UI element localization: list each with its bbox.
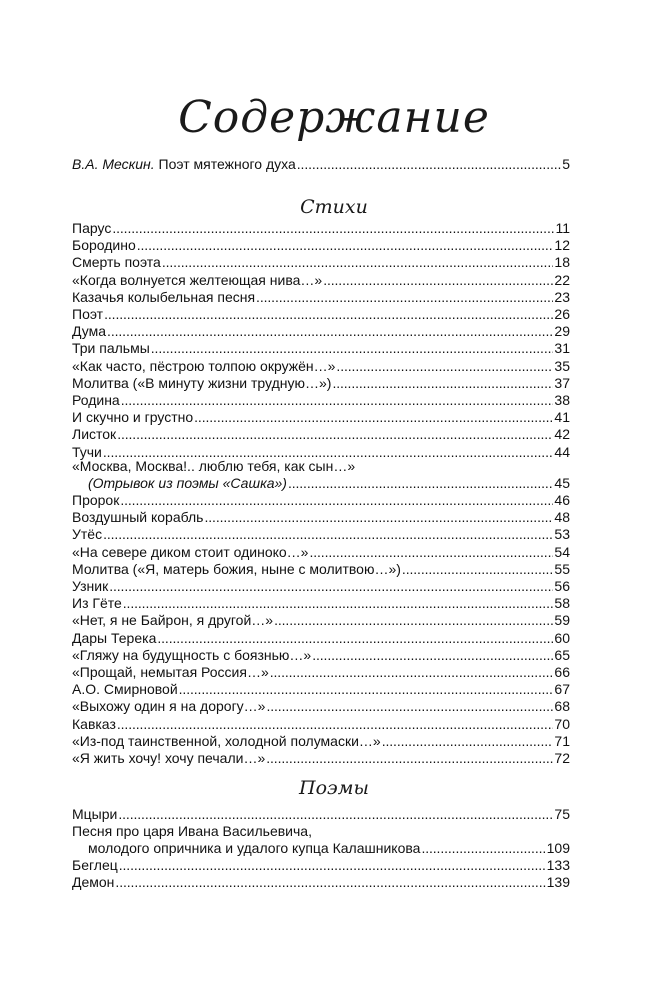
entry-page: 133: [546, 857, 570, 873]
entry-title: Демон: [72, 874, 115, 890]
entry-title: Молитва («В минуту жизни трудную…»): [72, 374, 332, 391]
entry-page: 12: [554, 237, 570, 254]
entry-title: Бородино: [72, 237, 136, 254]
entry-title: А.О. Смирновой: [72, 681, 178, 698]
entry-title: «Когда волнуется желтеющая нива…»: [72, 271, 323, 288]
toc-entry-moskva-line1[interactable]: «Москва, Москва!.. люблю тебя, как сын…»: [72, 458, 356, 474]
entry-page: 65: [554, 646, 570, 663]
entry-title: Молитва («Я, матерь божия, ныне с молитвою…»): [72, 560, 401, 577]
entry-title: Мцыри: [72, 806, 118, 822]
toc-entry[interactable]: [72, 509, 570, 526]
entry-page: 68: [554, 698, 570, 715]
toc-entry[interactable]: [72, 612, 570, 629]
toc-entry[interactable]: [72, 375, 570, 392]
entry-page: 53: [554, 526, 570, 543]
entry-title: Пророк: [72, 492, 120, 508]
entry-title: «Как часто, пёстрою толпою окружён…»: [72, 357, 336, 374]
toc-entry[interactable]: [72, 392, 570, 409]
dot-leader: [266, 750, 553, 767]
entry-title: Узник: [72, 578, 109, 594]
toc-entry[interactable]: [72, 630, 570, 647]
dot-leader: [288, 475, 553, 492]
toc-entry[interactable]: [72, 306, 570, 323]
dot-leader: [112, 220, 554, 237]
entry-page: 109: [546, 840, 570, 856]
entry-title: Воздушный корабль: [72, 509, 204, 526]
entry-title: Казачья колыбельная песня: [72, 288, 256, 305]
toc-entry[interactable]: [72, 578, 570, 595]
dot-leader: [336, 358, 553, 375]
dot-leader: [402, 561, 554, 578]
entry-page: 139: [546, 874, 570, 890]
entry-title: «Я жить хочу! хочу печали…»: [72, 750, 266, 766]
entry-title: «Прощай, немытая Россия…»: [72, 664, 269, 680]
entry-title: Кавказ: [72, 715, 116, 732]
toc-entry[interactable]: [72, 698, 570, 715]
dot-leader: [194, 409, 553, 426]
entry-page: 26: [554, 306, 570, 322]
entry-title: «Выхожу один я на дорогу…»: [72, 698, 266, 715]
intro-text: Поэт мятежного духа: [154, 156, 296, 172]
dot-leader: [309, 544, 553, 561]
entry-title: «Нет, я не Байрон, я другой…»: [72, 612, 274, 629]
entry-page: 44: [554, 443, 570, 460]
moskva-subtitle: (Отрывок из поэмы «Сашка»): [88, 475, 287, 491]
entry-title: Три пальмы: [72, 340, 150, 357]
toc-entry[interactable]: [72, 340, 570, 357]
dot-leader: [117, 426, 553, 443]
entry-page: 45: [554, 475, 570, 491]
entry-page: 42: [554, 426, 570, 443]
dot-leader: [107, 323, 553, 340]
dot-leader: [115, 874, 545, 891]
entry-page: 54: [554, 543, 570, 560]
entry-title: «Из-под таинственной, холодной полумаски…»: [72, 732, 381, 749]
dot-leader: [421, 840, 545, 857]
entry-page: 55: [554, 560, 570, 577]
dot-leader: [382, 733, 554, 750]
dot-leader: [204, 509, 553, 526]
entry-page: 46: [554, 492, 570, 508]
toc-entry[interactable]: [72, 681, 570, 698]
dot-leader: [323, 272, 553, 289]
toc-entry-pesnya[interactable]: [88, 840, 570, 857]
page-title: Содержание: [178, 92, 490, 143]
entry-page: 56: [554, 578, 570, 594]
dot-leader: [123, 595, 554, 612]
entry-page: 5: [562, 156, 570, 172]
toc-entry[interactable]: [72, 358, 570, 375]
entry-page: 11: [555, 220, 570, 236]
dot-leader: [179, 681, 554, 698]
toc-entry[interactable]: [72, 237, 570, 254]
dot-leader: [297, 156, 561, 173]
toc-entry[interactable]: [72, 595, 570, 612]
dot-leader: [119, 857, 546, 874]
entry-page: 48: [554, 509, 570, 526]
entry-page: 59: [554, 612, 570, 629]
entry-page: 18: [554, 254, 570, 271]
entry-page: 75: [554, 806, 570, 822]
dot-leader: [120, 492, 553, 509]
entry-title: Смерть поэта: [72, 254, 161, 271]
entry-page: 31: [554, 340, 570, 357]
entry-title: Беглец: [72, 857, 118, 873]
entry-title: И скучно и грустно: [72, 409, 194, 426]
dot-leader: [312, 647, 553, 664]
section-heading-stikhi: Стихи: [300, 196, 368, 218]
toc-entry[interactable]: [72, 526, 570, 543]
toc-entry[interactable]: [72, 492, 570, 509]
toc-entry[interactable]: [72, 254, 570, 271]
entry-page: 70: [554, 715, 570, 732]
toc-entry-intro[interactable]: [72, 156, 570, 173]
toc-entry-mtsyri[interactable]: [72, 806, 570, 823]
entry-title: Дары Терека: [72, 629, 157, 646]
entry-page: 35: [554, 357, 570, 374]
toc-entry[interactable]: [72, 716, 570, 733]
toc-entry[interactable]: [72, 750, 570, 767]
dot-leader: [121, 392, 554, 409]
entry-title: молодого опричника и удалого купца Калашникова: [88, 840, 421, 856]
entry-page: 67: [554, 681, 570, 698]
dot-leader: [118, 806, 553, 823]
entry-page: 23: [554, 288, 570, 305]
dot-leader: [103, 526, 553, 543]
toc-entry[interactable]: [72, 323, 570, 340]
toc-entry[interactable]: [72, 561, 570, 578]
dot-leader: [270, 664, 554, 681]
toc-entry-demon[interactable]: [72, 874, 570, 891]
section-heading-poemy: Поэмы: [299, 777, 369, 799]
entry-page: 37: [554, 374, 570, 391]
entry-title: Поэт: [72, 306, 104, 322]
toc-entry[interactable]: [72, 544, 570, 561]
toc-entry[interactable]: [72, 426, 570, 443]
entry-title: Дума: [72, 323, 107, 340]
entry-page: 66: [554, 664, 570, 680]
toc-entry-moskva[interactable]: [88, 475, 570, 492]
entry-page: 41: [554, 409, 570, 426]
dot-leader: [332, 375, 553, 392]
toc-entry-beglets[interactable]: [72, 857, 570, 874]
dot-leader: [109, 578, 553, 595]
dot-leader: [256, 289, 553, 306]
toc-entry-pesnya-line1[interactable]: Песня про царя Ивана Васильевича,: [72, 823, 312, 839]
entry-title: [88, 475, 287, 492]
entry-title: Листок: [72, 426, 117, 443]
toc-entry[interactable]: [72, 409, 570, 426]
entry-page: 22: [554, 271, 570, 288]
entry-title: «Гляжу на будущность с боязнью…»: [72, 646, 312, 663]
dot-leader: [151, 340, 554, 357]
entry-page: 72: [554, 750, 570, 766]
dot-leader: [137, 237, 554, 254]
toc-entry[interactable]: [72, 289, 570, 306]
entry-page: 29: [554, 323, 570, 340]
toc-entry[interactable]: [72, 272, 570, 289]
entry-title: Парус: [72, 220, 112, 236]
toc-entry[interactable]: [72, 733, 570, 750]
entry-title: Из Гёте: [72, 595, 122, 612]
entry-title: «На севере диком стоит одиноко…»: [72, 543, 309, 560]
dot-leader: [266, 698, 553, 715]
entry-title: Тучи: [72, 443, 102, 460]
dot-leader: [274, 612, 553, 629]
toc-entry[interactable]: [72, 220, 570, 237]
dot-leader: [162, 254, 554, 271]
entry-page: 71: [554, 732, 570, 749]
entry-page: 58: [554, 595, 570, 612]
entry-page: 38: [554, 392, 570, 408]
dot-leader: [104, 306, 553, 323]
dot-leader: [157, 630, 553, 647]
toc-entry[interactable]: [72, 664, 570, 681]
toc-entry[interactable]: [72, 647, 570, 664]
entry-title: Родина: [72, 392, 120, 408]
entry-title: Утёс: [72, 526, 103, 543]
intro-author: В.А. Мескин.: [72, 156, 155, 172]
entry-title: [72, 156, 296, 173]
dot-leader: [117, 716, 554, 733]
entry-page: 60: [554, 629, 570, 646]
